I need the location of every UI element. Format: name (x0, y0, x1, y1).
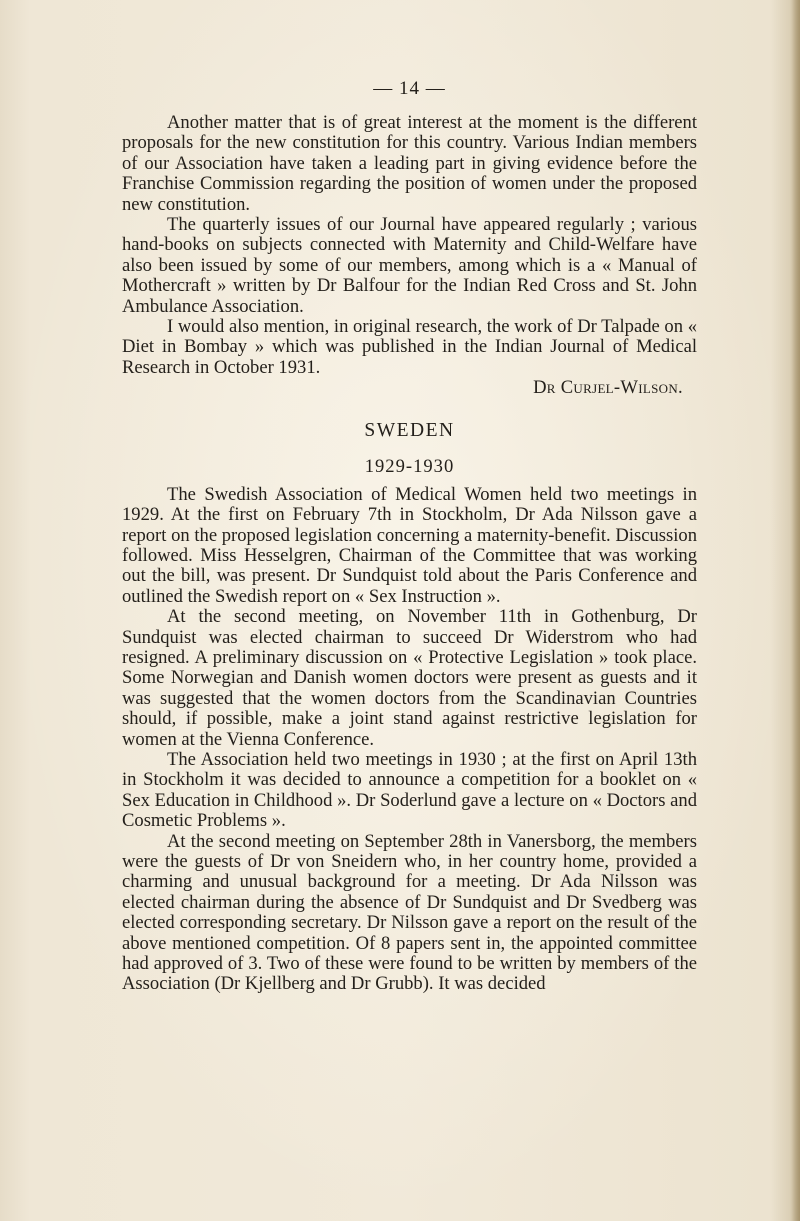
page-number: — 14 — (373, 78, 446, 99)
paragraph-sweden-2: At the second meeting, on November 11th in Gothenburg, Dr Sundquist was elected chairman to succeed Dr Widerstrom who had resigned. A preliminary discussion on « Protective Legislation » took place. Some Norwegian and Danish women doctors were present as guests and it was suggested that the women doctors from the Scandinavian Countries should, if possible, make a joint stand against restrictive legislation for women at the Vienna Conference. (122, 606, 697, 750)
page-content (122, 75, 697, 995)
paragraph-india-3: I would also mention, in original research, the work of Dr Talpade on « Diet in Bombay » which was published in the Indian Journal of Medical Research in October 1931. (122, 316, 697, 378)
section-heading: SWEDEN (364, 419, 455, 441)
paragraph-sweden-3: The Association held two meetings in 1930 ; at the first on April 13th in Stockholm it was decided to announce a competition for a booklet on « Sex Education in Childhood ». Dr Soderlund gave a lecture on « Doctors and Cosmetic Problems ». (122, 748, 697, 832)
paragraph-sweden-1: The Swedish Association of Medical Women held two meetings in 1929. At the first on February 7th in Stockholm, Dr Ada Nilsson gave a report on the proposed legislation concerning a maternity-benefit. Discussion followed. Miss Hesselgren, Chairman of the Committee that was working out the bill, was present. Dr Sundquist told about the Paris Conference and outlined the Swedish report on « Sex Instruction ». (122, 483, 697, 607)
signature: Dr Curjel-Wilson. (533, 377, 683, 399)
section-years: 1929-1930 (364, 455, 455, 477)
paragraph-india-2: The quarterly issues of our Journal have appeared regularly ; various hand-books on subjects connected with Maternity and Child-Welfare have also been issued by some of our members, among which is a « Manual of Mothercraft » written by Dr Balfour for the Indian Red Cross and St. John Ambulance Association. (122, 214, 697, 317)
page-edge-shadow (790, 0, 800, 1221)
paragraph-india-1: Another matter that is of great interest at the moment is the different proposals for the new constitution for this country. Various Indian members of our Association have taken a leading part in giving evidence before the Franchise Commission regarding the position of women under the proposed new constitution. (122, 112, 697, 215)
paragraph-sweden-4: At the second meeting on September 28th in Vanersborg, the members were the guests of Dr von Sneidern who, in her country home, provided a charming and unusual background for a meeting. Dr Ada Nilsson was elected chairman during the absence of Dr Sundquist and Dr Svedberg was elected corresponding secretary. Dr Nilsson gave a report on the result of the above mentioned competition. Of 8 papers sent in, the appointed committee had approved of 3. Two of these were found to be written by members of the Association (Dr Kjellberg and Dr Grubb). It was decided (122, 830, 697, 995)
